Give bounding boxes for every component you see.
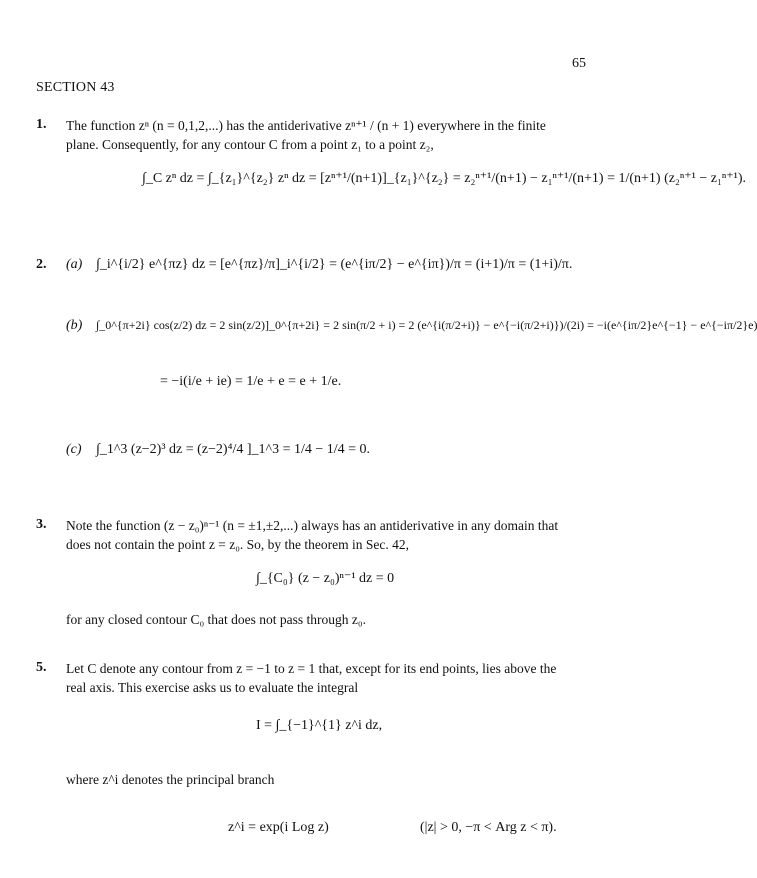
problem-2c-equation: ∫_1^3 (z−2)³ dz = (z−2)⁴/4 ]_1^3 = 1/4 − 1/4 = 0. xyxy=(96,442,371,457)
problem-1-text-line1: The function zⁿ (n = 0,1,2,...) has the antiderivative zⁿ⁺¹ / (n + 1) everywhere in the finite xyxy=(66,118,546,133)
problem-1-text-line2: plane. Consequently, for any contour C from a point z₁ to a point z₂, xyxy=(66,137,434,152)
problem-2a-label: (a) xyxy=(66,257,83,272)
problem-5-final-condition: (|z| > 0, −π < Arg z < π). xyxy=(420,820,557,835)
problem-2b-equation-line2: = −i(i/e + ie) = 1/e + e = e + 1/e. xyxy=(160,374,342,389)
problem-1-number: 1. xyxy=(36,117,47,132)
problem-5-text-line1: Let C denote any contour from z = −1 to z = 1 that, except for its end points, lies above the xyxy=(66,661,557,676)
problem-2b-label: (b) xyxy=(66,318,83,333)
section-title: SECTION 43 xyxy=(36,80,115,95)
problem-2a-equation: ∫_i^{i/2} e^{πz} dz = [e^{πz}/π]_i^{i/2} = (e^{iπ/2} − e^{iπ})/π = (i+1)/π = (1+i)/π. xyxy=(96,257,573,272)
problem-2-number: 2. xyxy=(36,257,47,272)
problem-5-equation: I = ∫_{−1}^{1} z^i dz, xyxy=(256,718,383,733)
problem-3-equation: ∫_{C₀} (z − z₀)ⁿ⁻¹ dz = 0 xyxy=(256,571,395,586)
problem-5-text-line2: real axis. This exercise asks us to evaluate the integral xyxy=(66,680,359,695)
problem-3-text-after: for any closed contour C₀ that does not pass through z₀. xyxy=(66,612,366,627)
problem-2c-label: (c) xyxy=(66,442,82,457)
problem-2b-equation-line1: ∫_0^{π+2i} cos(z/2) dz = 2 sin(z/2)]_0^{π+2i} = 2 sin(π/2 + i) = 2 (e^{i(π/2+i)} − e^{−i(π/2+i)})/(2i) = −i(e^{iπ/2}e^{−1} − e^{−iπ/2}e) xyxy=(96,318,757,332)
problem-3-text xyxy=(66,516,596,554)
problem-1-text xyxy=(66,116,596,154)
problem-5-number: 5. xyxy=(36,660,47,675)
problem-5-text xyxy=(66,659,596,697)
problem-3-number: 3. xyxy=(36,517,47,532)
problem-3-text-line2: does not contain the point z = z₀. So, by the theorem in Sec. 42, xyxy=(66,537,410,552)
problem-3-text-line1: Note the function (z − z₀)ⁿ⁻¹ (n = ±1,±2,...) always has an antiderivative in any domain that xyxy=(66,518,559,533)
problem-5-final-equation: z^i = exp(i Log z) xyxy=(228,820,329,835)
page-number: 65 xyxy=(572,56,586,71)
problem-1-equation: ∫_C zⁿ dz = ∫_{z₁}^{z₂} zⁿ dz = [zⁿ⁺¹/(n+1)]_{z₁}^{z₂} = z₂ⁿ⁺¹/(n+1) − z₁ⁿ⁺¹/(n+1) = 1/(n+1) (z₂ⁿ⁺¹ − z₁ⁿ⁺¹). xyxy=(142,171,746,186)
problem-5-text-after: where z^i denotes the principal branch xyxy=(66,772,275,787)
